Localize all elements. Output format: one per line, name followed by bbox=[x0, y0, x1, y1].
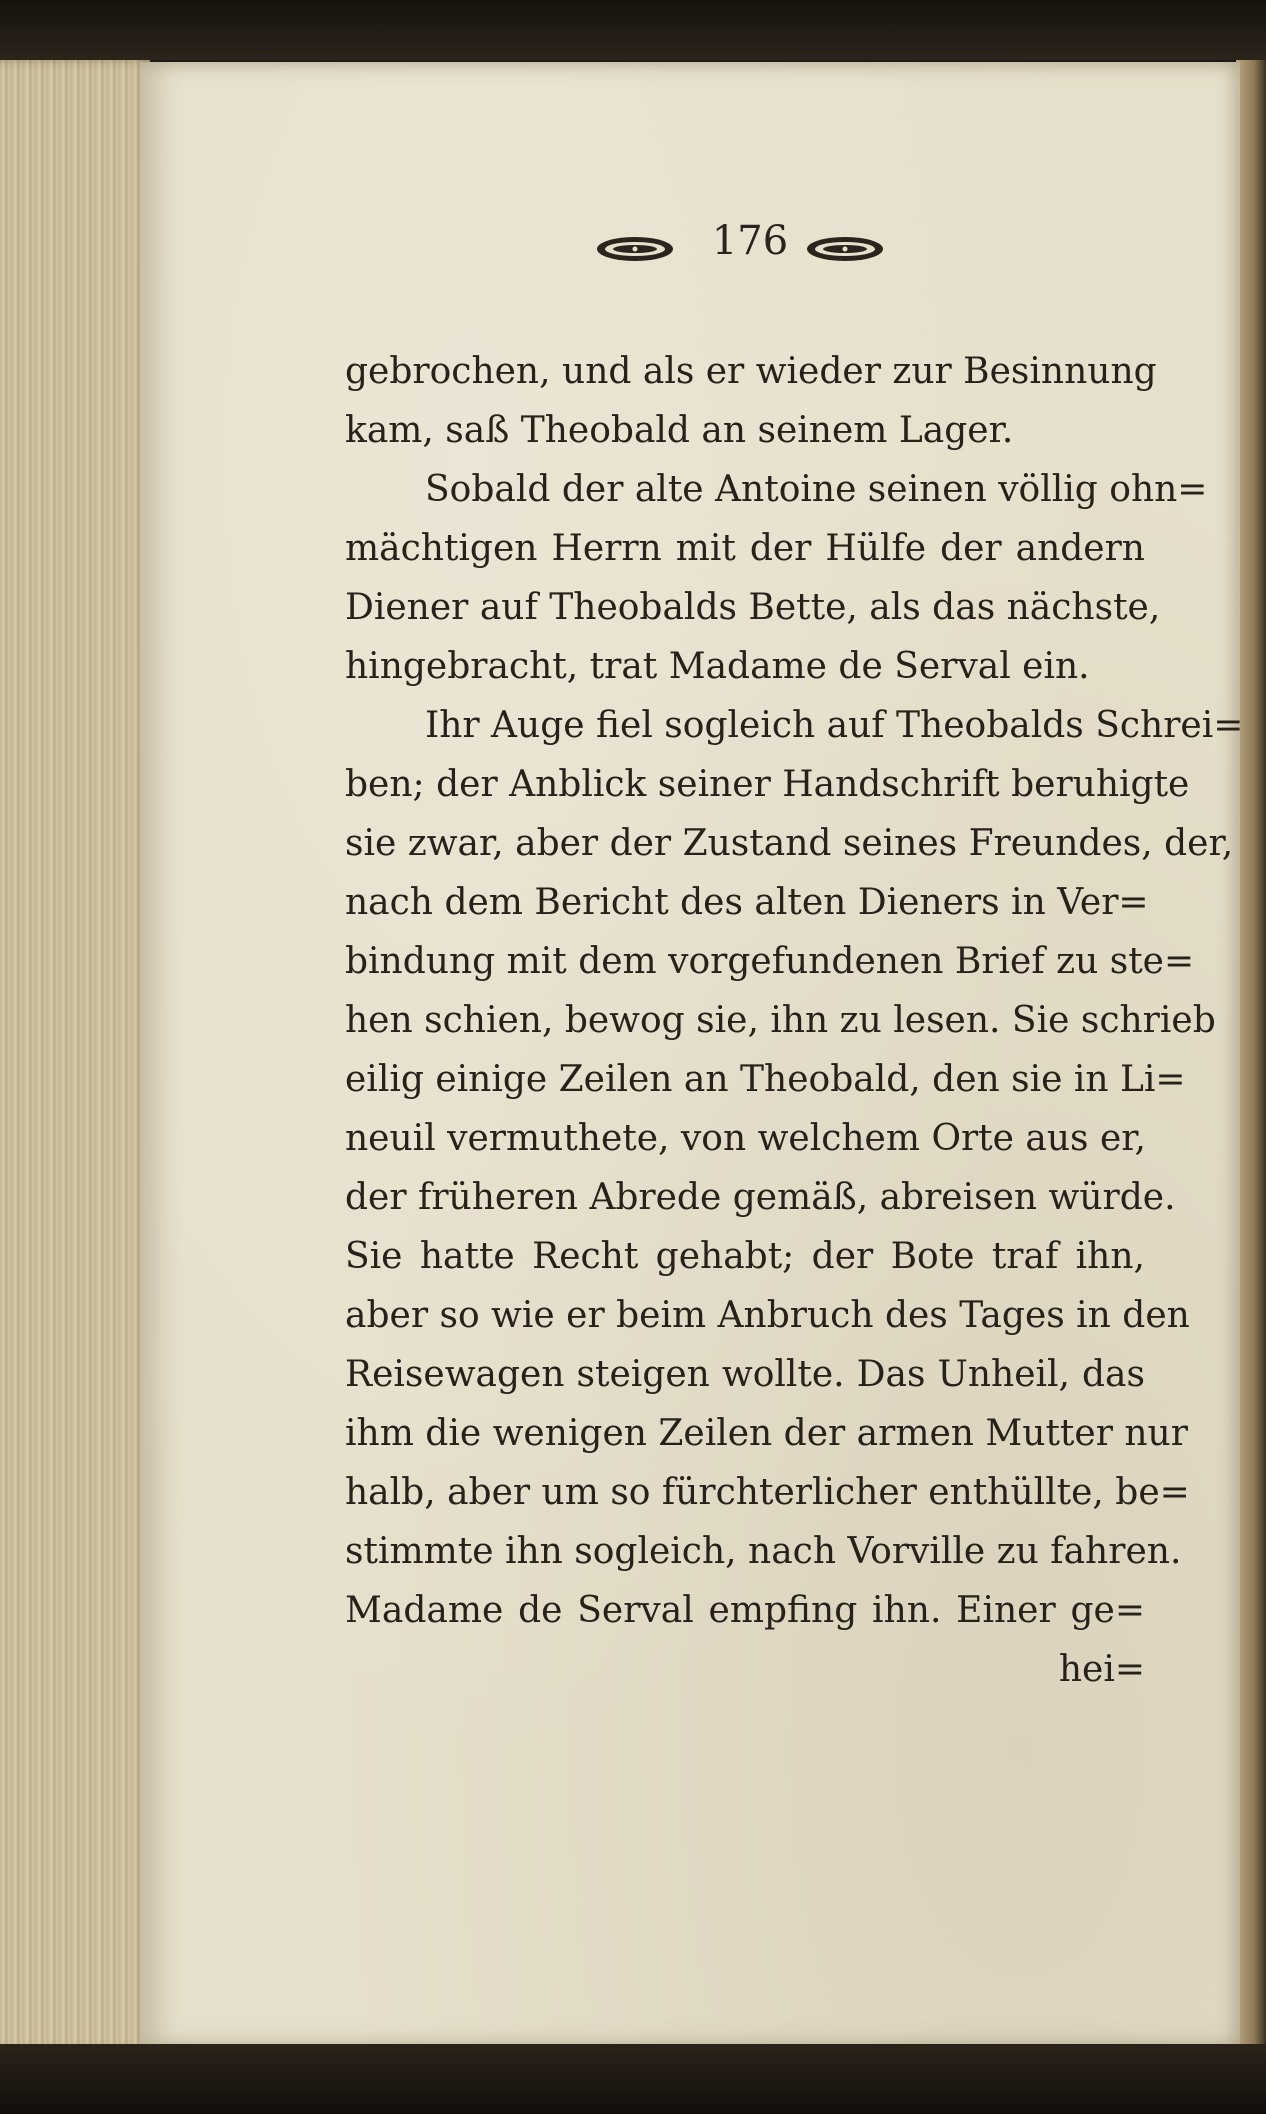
page-header bbox=[140, 212, 1240, 282]
text-line: ihm die wenigen Zeilen der armen Mutter nur bbox=[345, 1413, 1188, 1454]
text-line: hen schien, bewog sie, ihn zu lesen. Sie schrieb bbox=[345, 1000, 1216, 1041]
text-line: sie zwar, aber der Zustand seines Freundes, der, bbox=[345, 823, 1234, 864]
body-text bbox=[345, 342, 1244, 1699]
text-line: nach dem Bericht des alten Dieners in Ver= bbox=[345, 882, 1149, 923]
text-line: bindung mit dem vorgefundenen Brief zu ste= bbox=[345, 941, 1195, 982]
page-number: 176 bbox=[711, 218, 789, 264]
text-line: eilig einige Zeilen an Theobald, den sie in Li= bbox=[345, 1059, 1186, 1100]
cover-top-edge bbox=[0, 0, 1266, 60]
text-line: stimmte ihn sogleich, nach Vorville zu fahren. bbox=[345, 1531, 1182, 1572]
text-line: mächtigen Herrn mit der Hülfe der andern bbox=[345, 528, 1145, 569]
text-line: der früheren Abrede gemäß, abreisen würde. bbox=[345, 1177, 1176, 1218]
text-line: gebrochen, und als er wieder zur Besinnung bbox=[345, 351, 1157, 392]
leaf-ornament-icon bbox=[595, 234, 675, 264]
cover-bottom-edge bbox=[0, 2044, 1266, 2114]
text-line: Sie hatte Recht gehabt; der Bote traf ihn, bbox=[345, 1236, 1145, 1277]
text-line: kam, saß Theobald an seinem Lager. bbox=[345, 410, 1014, 451]
leaf-ornament-icon bbox=[805, 234, 885, 264]
text-line: Sobald der alte Antoine seinen völlig ohn= bbox=[425, 469, 1208, 510]
catchword: hei= bbox=[1058, 1649, 1145, 1690]
text-line: Madame de Serval empfing ihn. Einer ge= bbox=[345, 1590, 1145, 1631]
text-line: Ihr Auge fiel sogleich auf Theobalds Schrei= bbox=[425, 705, 1244, 746]
book-page bbox=[140, 62, 1244, 2047]
stacked-page-edges bbox=[0, 60, 150, 2050]
text-line: aber so wie er beim Anbruch des Tages in den bbox=[345, 1295, 1190, 1336]
text-line: hingebracht, trat Madame de Serval ein. bbox=[345, 646, 1090, 687]
binding-right-edge bbox=[1236, 60, 1266, 2050]
text-line: neuil vermuthete, von welchem Orte aus er, bbox=[345, 1118, 1146, 1159]
text-line: Diener auf Theobalds Bette, als das nächste, bbox=[345, 587, 1161, 628]
text-line: Reisewagen steigen wollte. Das Unheil, das bbox=[345, 1354, 1145, 1395]
text-line: halb, aber um so fürchterlicher enthüllte, be= bbox=[345, 1472, 1190, 1513]
text-line: ben; der Anblick seiner Handschrift beruhigte bbox=[345, 764, 1190, 805]
